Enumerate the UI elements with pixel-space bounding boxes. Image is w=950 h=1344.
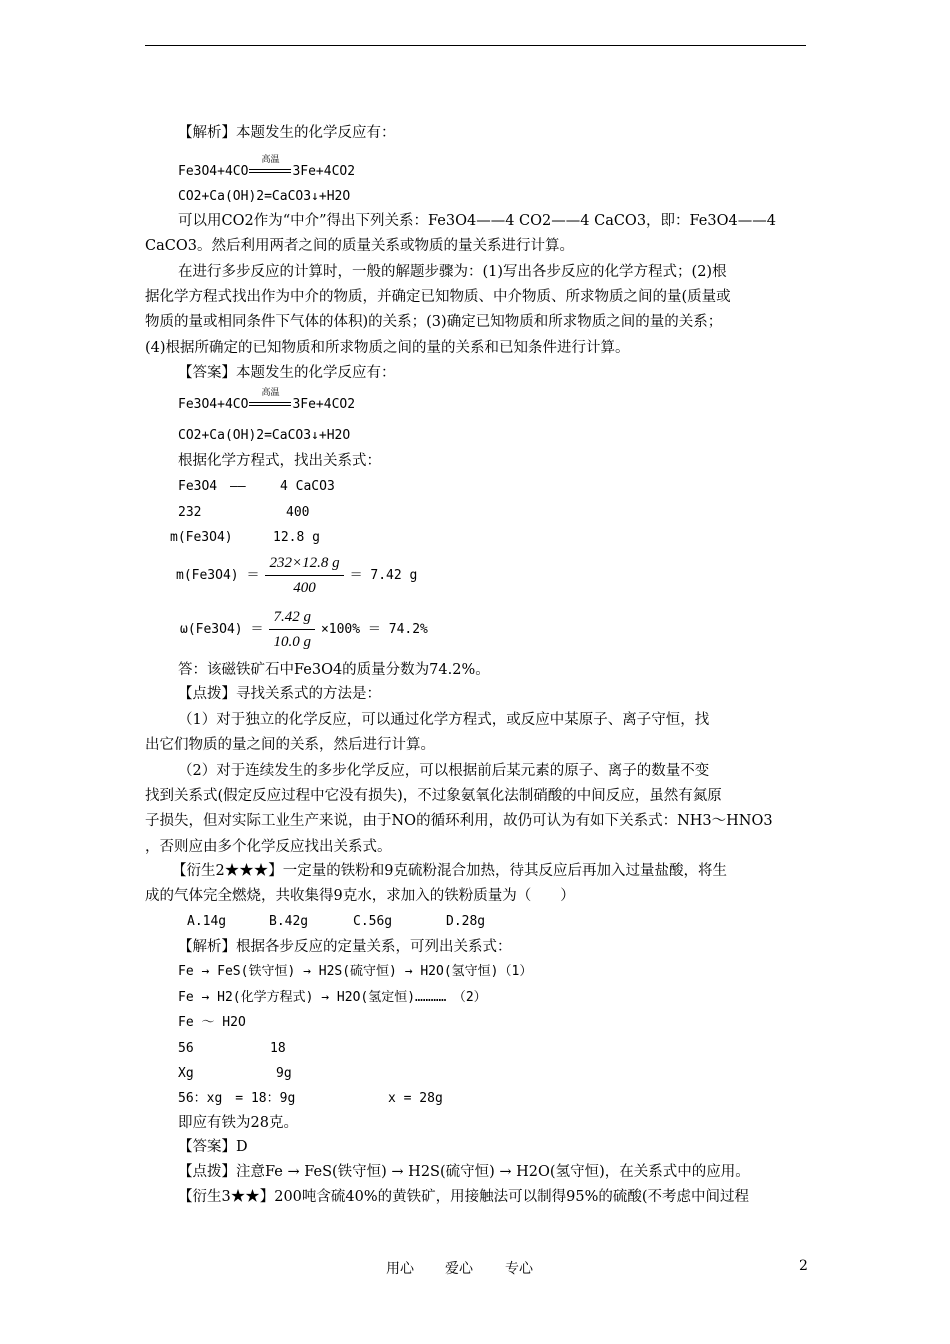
- dianbo-item1-line2: 出它们物质的量之间的关系，然后进行计算。: [145, 737, 435, 753]
- calc1-result: ＝ 7.42 g: [349, 568, 418, 583]
- equals-arrow: [249, 154, 291, 179]
- footer-zhuanxin: 专心: [505, 1261, 533, 1277]
- question-2-line2: 成的气体完全燃烧，共收集得9克水，求加入的铁粉质量为（ ）: [145, 888, 575, 904]
- calc2-numerator: 7.42 g: [269, 607, 315, 630]
- ratio-row-2: [178, 1064, 292, 1084]
- ratio-h2o: 18: [270, 1041, 286, 1056]
- relation-fe3o4: Fe3O4: [178, 479, 218, 494]
- answer-statement: 答：该磁铁矿石中Fe3O4的质量分数为74.2%。: [178, 662, 490, 678]
- solution: x = 28g: [388, 1091, 443, 1106]
- jiexi-para2-line2: 据化学方程式找出作为中介的物质，并确定已知物质、中介物质、所求物质之间的量(质量或: [145, 289, 731, 305]
- options-row: [187, 912, 486, 932]
- eq-left: Fe3O4+4CO: [178, 164, 249, 179]
- dianbo-item2-line4: ，否则应由多个化学反应找出关系式。: [145, 839, 392, 855]
- calc1-left: m(Fe3O4) ＝: [176, 568, 260, 583]
- answer-equation-2: CO2+Ca(OH)2=CaCO3↓+H2O: [178, 428, 351, 443]
- calc2-result: ×100% ＝ 74.2%: [320, 622, 428, 637]
- equation-2: CO2+Ca(OH)2=CaCO3↓+H2O: [178, 189, 351, 204]
- option-b[interactable]: B.42g: [269, 914, 309, 929]
- eq-right: 3Fe+4CO2: [292, 397, 356, 412]
- chain-2: Fe → H2(化学方程式) → H2O(氢定恒)………… （2）: [178, 990, 487, 1005]
- iron-conclusion: 即应有铁为28克。: [178, 1115, 298, 1131]
- calculation-1: [176, 553, 417, 598]
- ratio-row-1: [178, 1039, 286, 1059]
- eq-left: Fe3O4+4CO: [178, 397, 249, 412]
- equation-1: [178, 154, 356, 182]
- relation-row-1: [178, 477, 335, 497]
- reaction-condition: 高温: [261, 387, 280, 398]
- option-d[interactable]: D.28g: [446, 914, 486, 929]
- dianbo-item2-line2: 找到关系式(假定反应过程中它没有损失)，不过象氨氧化法制硝酸的中间反应，虽然有氮原: [145, 788, 722, 804]
- jiexi-para2-line1: 在进行多步反应的计算时，一般的解题步骤为：(1)写出各步反应的化学方程式；(2)根: [178, 264, 727, 280]
- chain-1: Fe → FeS(铁守恒) → H2S(硫守恒) → H2O(氢守恒)（1）: [178, 964, 533, 979]
- option-a[interactable]: A.14g: [187, 914, 227, 929]
- molar-mass-fe3o4: 232: [178, 505, 202, 520]
- relation-caco3: 4 CaCO3: [280, 479, 335, 494]
- page-number: 2: [799, 1258, 808, 1274]
- calc1-numerator: 232×12.8 g: [265, 553, 343, 576]
- relation-dash: ——: [230, 479, 246, 494]
- calc2-fraction: [269, 607, 315, 652]
- footer-yongxin: 用心: [386, 1261, 414, 1277]
- daan-heading: 【答案】本题发生的化学反应有：: [178, 365, 396, 381]
- mass-h2o: 9g: [276, 1066, 292, 1081]
- proportion: 56：xg = 18：9g: [178, 1091, 296, 1106]
- dianbo-item2-line1: （2）对于连续发生的多步化学反应，可以根据前后某元素的原子、离子的数量不变: [178, 763, 710, 779]
- question-3-line1: 【衍生3★★】200吨含硫40%的黄铁矿，用接触法可以制得95%的硫酸(不考虑中间过程: [178, 1189, 750, 1205]
- answer-equation-1: [178, 387, 356, 415]
- ratio-fe: 56: [178, 1041, 194, 1056]
- jiexi-para2-line3: 物质的量或相同条件下气体的体积)的关系；(3)确定已知物质和所求物质之间的量的关系；: [145, 314, 723, 330]
- relation-row-2: [178, 503, 310, 523]
- known-mass: 12.8 g: [273, 530, 320, 545]
- jiexi-para1-line2: CaCO3。然后利用两者之间的质量关系或物质的量关系进行计算。: [145, 238, 574, 254]
- jiexi-para1-line1: 可以用CO2作为“中介”得出下列关系：Fe3O4——4 CO2——4 CaCO3，即：Fe3O4——4: [178, 213, 776, 229]
- calculation-2: [180, 607, 428, 652]
- relation-row-3: [170, 528, 320, 548]
- jiexi2-heading: 【解析】根据各步反应的定量关系，可列出关系式：: [178, 939, 512, 955]
- option-c[interactable]: C.56g: [353, 914, 393, 929]
- dianbo-2: 【点拨】注意Fe → FeS(铁守恒) → H2S(硫守恒) → H2O(氢守恒)，在关系式中的应用。: [178, 1164, 750, 1180]
- jiexi-heading: 【解析】本题发生的化学反应有：: [178, 125, 396, 141]
- reaction-condition: 高温: [261, 154, 280, 165]
- proportion-row: [178, 1089, 443, 1109]
- relation-heading: 根据化学方程式，找出关系式：: [178, 453, 381, 469]
- answer-2: 【答案】D: [178, 1139, 248, 1155]
- equals-arrow: [249, 387, 291, 412]
- footer-aixin: 爱心: [445, 1261, 473, 1277]
- calc2-denominator: 10.0 g: [273, 634, 311, 650]
- chain-3: Fe ～ H2O: [178, 1015, 246, 1030]
- dianbo-heading: 【点拨】寻找关系式的方法是：: [178, 686, 381, 702]
- jiexi-para2-line4: (4)根据所确定的已知物质和所求物质之间的量的关系和已知条件进行计算。: [145, 340, 630, 356]
- calc2-left: ω(Fe3O4) ＝: [180, 622, 264, 637]
- question-2-line1: 【衍生2★★★】一定量的铁粉和9克硫粉混合加热，待其反应后再加入过量盐酸，将生: [172, 863, 727, 879]
- molar-mass-caco3: 400: [286, 505, 310, 520]
- dianbo-item1-line1: （1）对于独立的化学反应，可以通过化学方程式，或反应中某原子、离子守恒，找: [178, 712, 710, 728]
- dianbo-item2-line3: 子损失，但对实际工业生产来说，由于NO的循环利用，故仍可认为有如下关系式：NH3～HNO3: [145, 813, 773, 829]
- mass-fe: Xg: [178, 1066, 194, 1081]
- header-rule: [145, 45, 806, 46]
- calc1-fraction: [265, 553, 343, 598]
- unknown-mass: m(Fe3O4): [170, 530, 233, 545]
- calc1-denominator: 400: [293, 580, 316, 596]
- eq-right: 3Fe+4CO2: [292, 164, 356, 179]
